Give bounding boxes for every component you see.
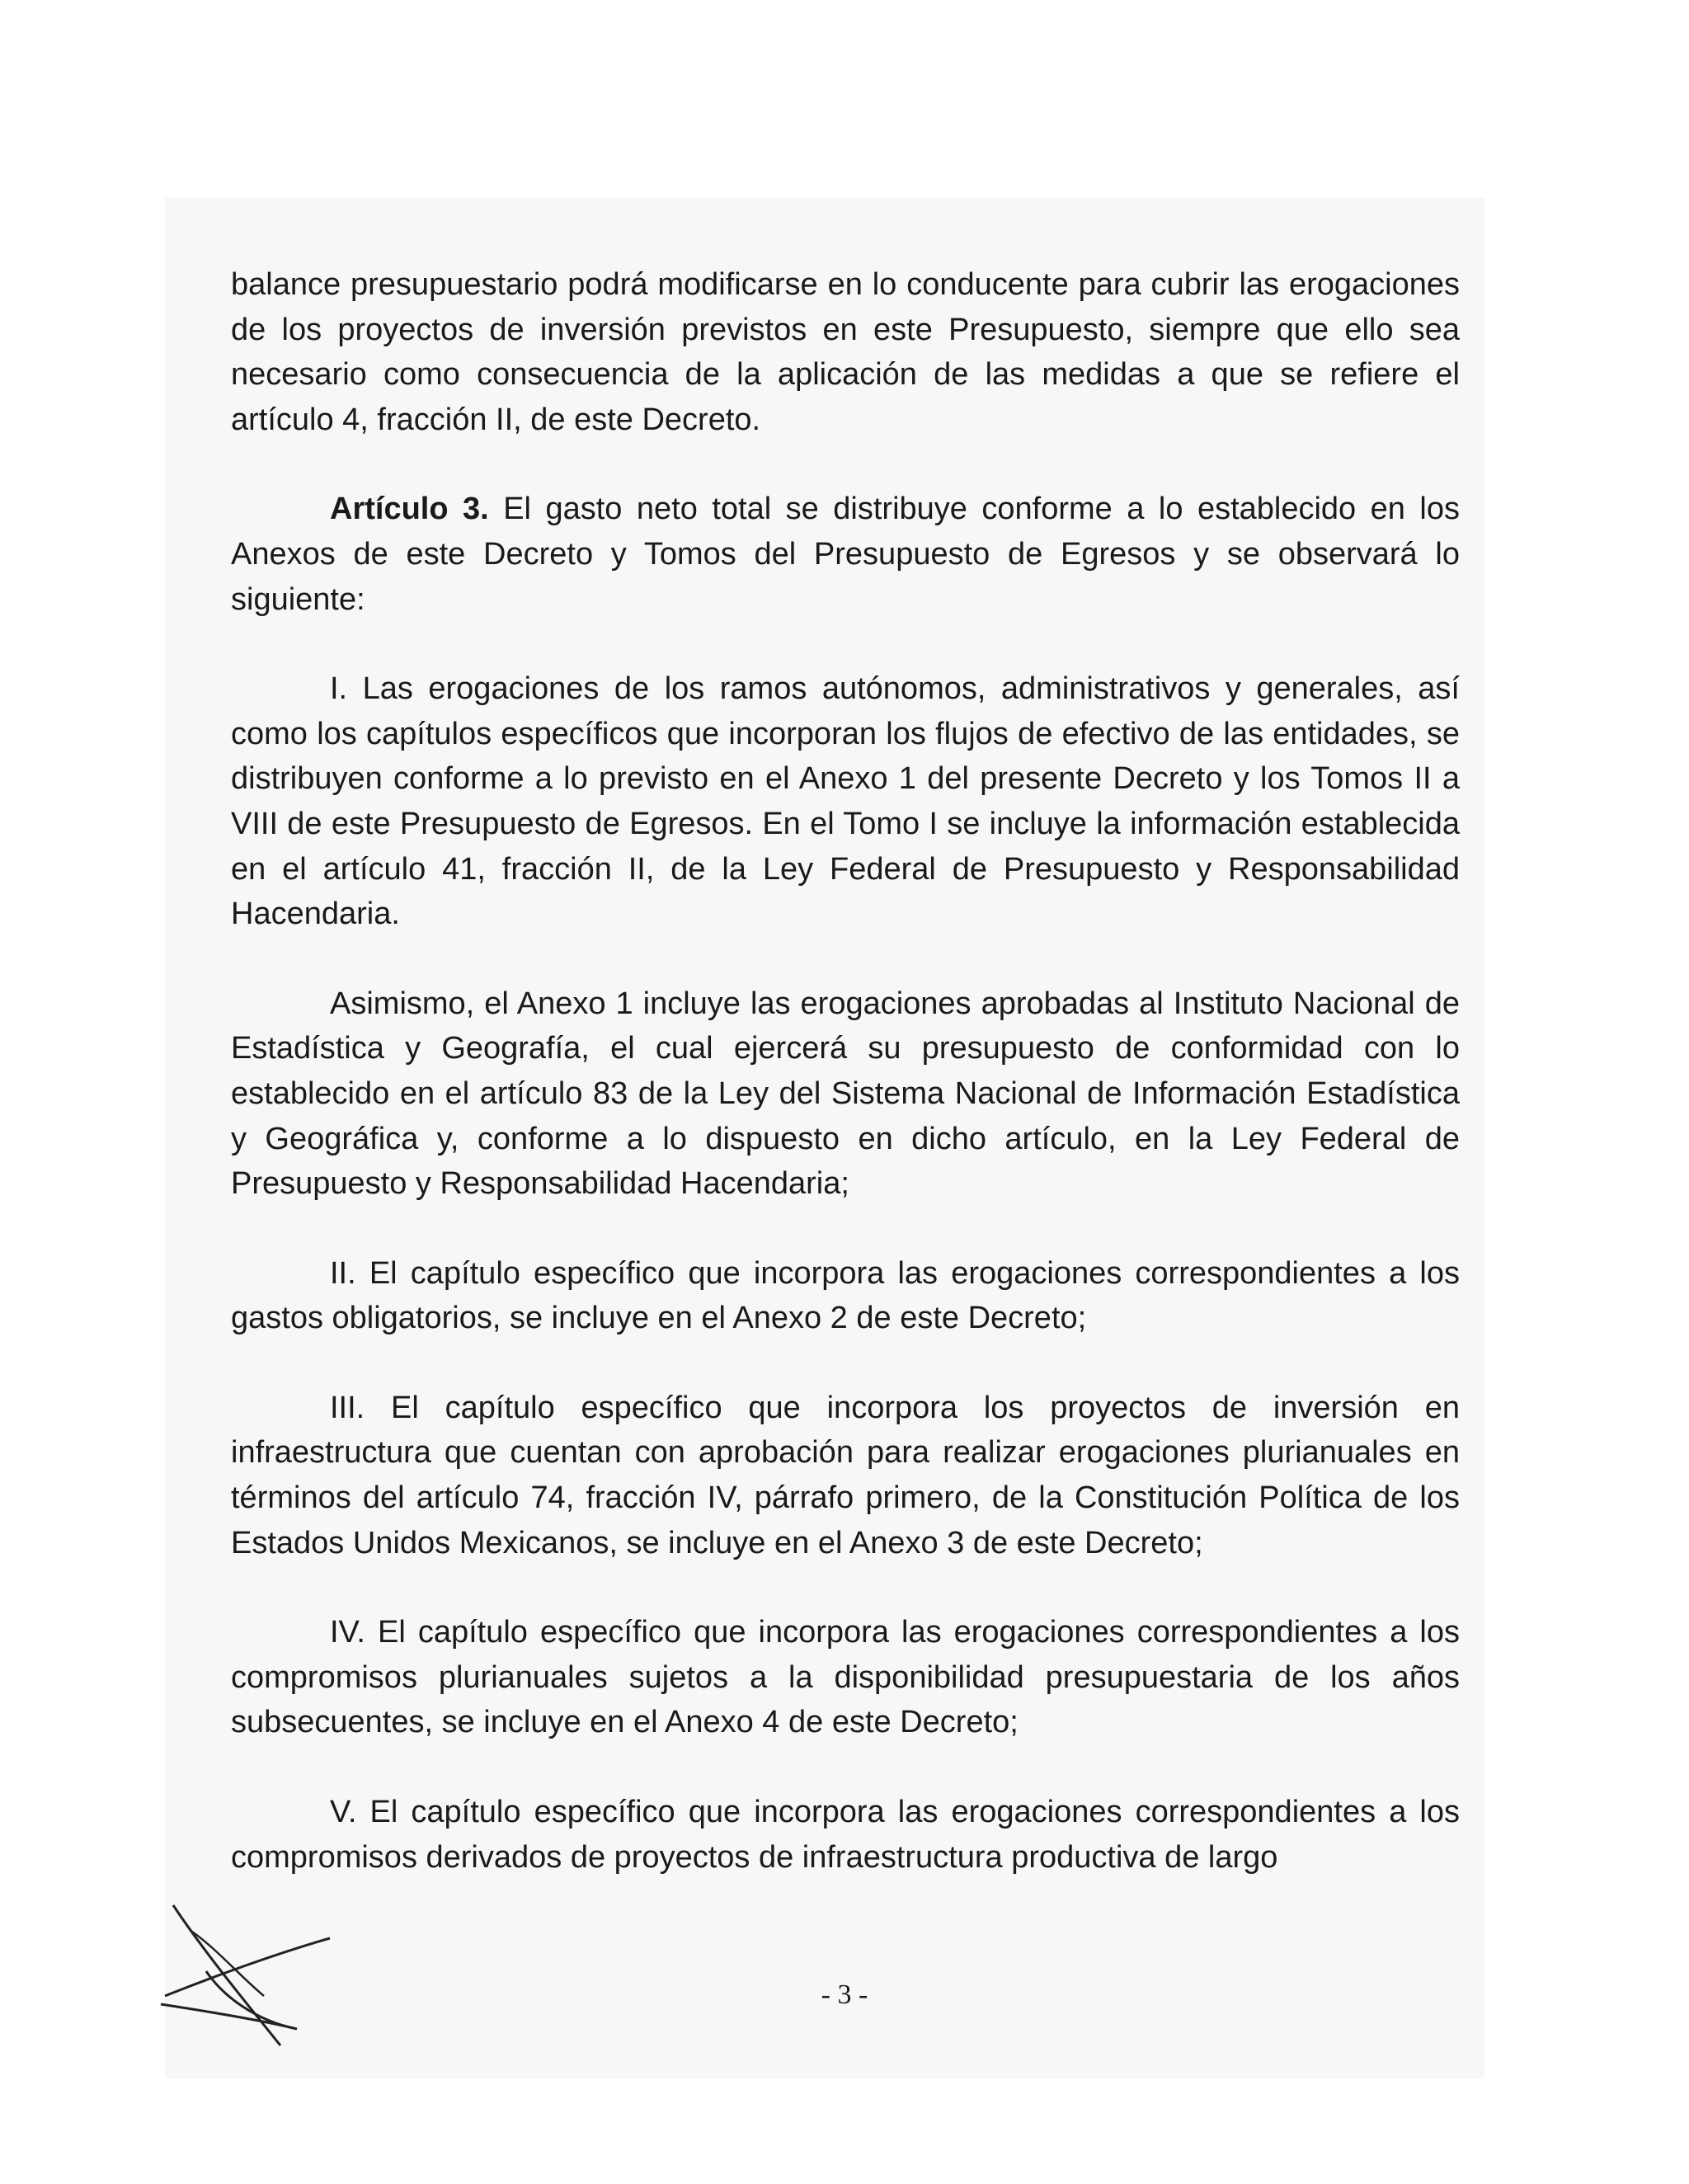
paragraph-article-3 bbox=[231, 487, 1460, 622]
paragraph-fraccion-v: V. El capítulo específico que incorpora las erogaciones correspondientes a los compromisos derivados de proyectos de infraestructura productiva de largo bbox=[231, 1795, 1460, 1875]
signature-mark bbox=[157, 1897, 338, 2054]
document-body bbox=[231, 262, 1460, 1924]
paragraph-fraccion-iii: III. El capítulo específico que incorpora los proyectos de inversión en infraestructura que cuentan con aprobación para realizar erogaciones plurianuales en términos del artículo 74, fracción IV, párrafo primero, de la Constitución Política de los Estados Unidos Mexicanos, se incluye en el Anexo 3 de este Decreto; bbox=[231, 1390, 1460, 1560]
paragraph-intro: balance presupuestario podrá modificarse en lo conducente para cubrir las erogaciones de los proyectos de inversión previstos en este Presupuesto, siempre que ello sea necesario como consecuencia de la aplicación de las medidas a que se refiere el artículo 4, fracción II, de este Decreto. bbox=[231, 267, 1460, 437]
paragraph-fraccion-i: I. Las erogaciones de los ramos autónomos, administrativos y generales, así como los capítulos específicos que incorporan los flujos de efectivo de las entidades, se distribuyen conforme a lo previsto en el Anexo 1 del presente Decreto y los Tomos II a VIII de este Presupuesto de Egresos. En el Tomo I se incluye la información establecida en el artículo 41, fracción II, de la Ley Federal de Presupuesto y Responsabilidad Hacendaria. bbox=[231, 671, 1460, 932]
paragraph-asimismo: Asimismo, el Anexo 1 incluye las erogaciones aprobadas al Instituto Nacional de Estadística y Geografía, el cual ejercerá su presupuesto de conformidad con lo establecido en el artículo 83 de la Ley del Sistema Nacional de Información Estadística y Geográfica y, conforme a lo dispuesto en dicho artículo, en la Ley Federal de Presupuesto y Responsabilidad Hacendaria; bbox=[231, 986, 1460, 1202]
paragraph-fraccion-iv: IV. El capítulo específico que incorpora las erogaciones correspondientes a los compromisos plurianuales sujetos a la disponibilidad presupuestaria de los años subsecuentes, se incluye en el Anexo 4 de este Decreto; bbox=[231, 1615, 1460, 1740]
paragraph-fraccion-ii: II. El capítulo específico que incorpora las erogaciones correspondientes a los gastos obligatorios, se incluye en el Anexo 2 de este Decreto; bbox=[231, 1255, 1460, 1336]
article-3-text: El gasto neto total se distribuye conforme a lo establecido en los Anexos de este Decreto y Tomos del Presupuesto de Egresos y se observará lo siguiente: bbox=[231, 492, 1460, 617]
page-number: - 3 - bbox=[821, 1979, 868, 2010]
article-3-title: Artículo 3. bbox=[330, 492, 489, 527]
